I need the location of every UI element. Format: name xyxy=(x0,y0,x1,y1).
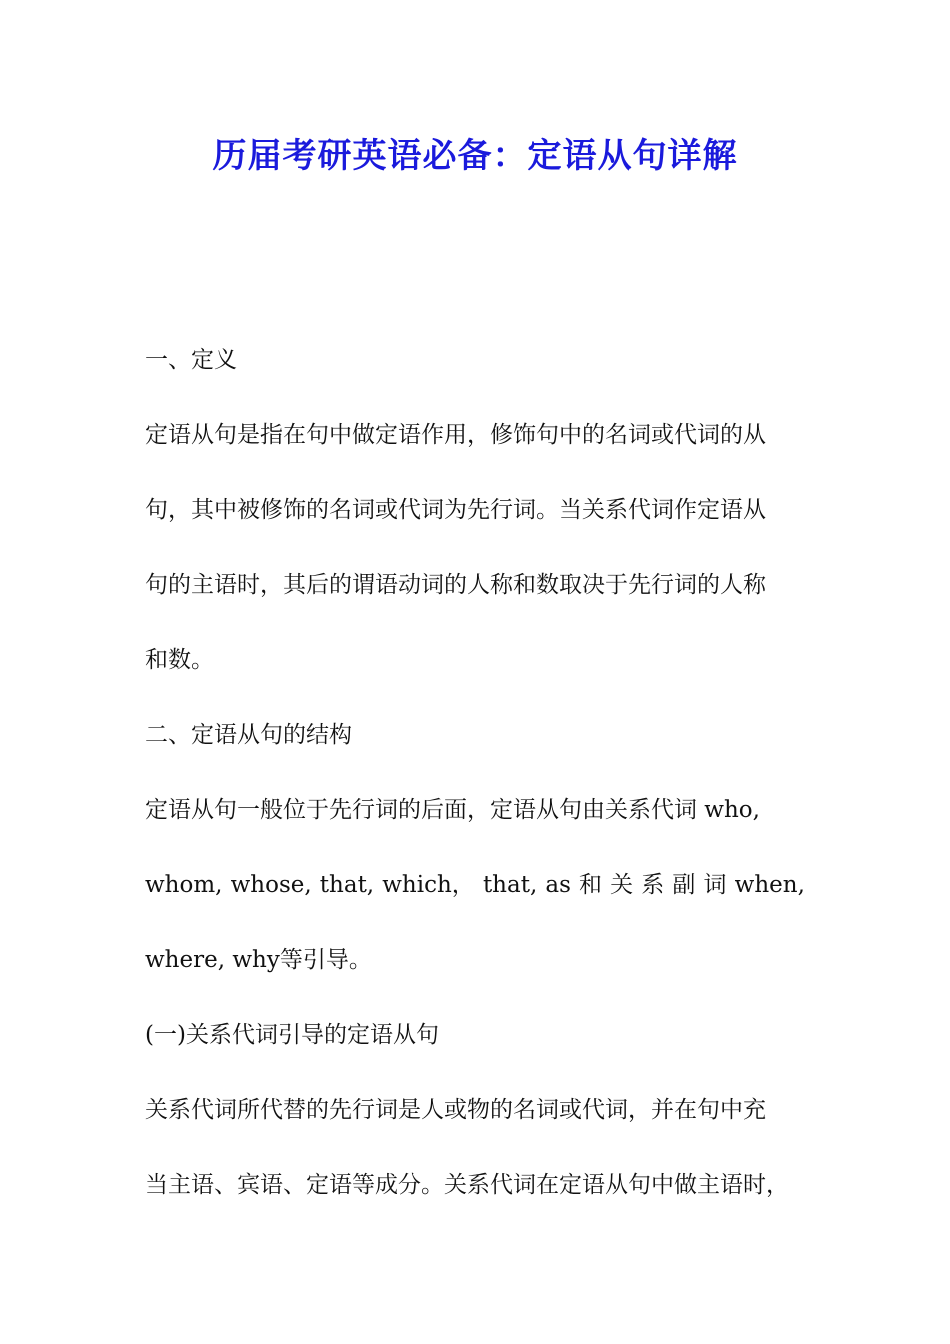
word: 和 xyxy=(579,872,603,898)
word: whom, xyxy=(145,872,223,898)
paragraph-line: 定语从句一般位于先行词的后面，定语从句由关系代词 who, xyxy=(145,797,760,823)
word: 词 xyxy=(703,872,727,898)
paragraph-line: 定语从句是指在句中做定语作用，修饰句中的名词或代词的从 xyxy=(145,422,766,448)
word: as xyxy=(545,872,571,898)
word: 关 xyxy=(610,872,634,898)
document-body xyxy=(145,340,805,1240)
document-title: 历届考研英语必备：定语从句详解 xyxy=(212,136,738,176)
paragraph-line: 当主语、宾语、定语等成分。关系代词在定语从句中做主语时， xyxy=(145,1172,789,1198)
paragraph-line: 和数。 xyxy=(145,647,214,673)
word: whose, xyxy=(230,872,312,898)
word: that, xyxy=(319,872,375,898)
word: when, xyxy=(734,872,805,898)
paragraph-line: 句的主语时，其后的谓语动词的人称和数取决于先行词的人称 xyxy=(145,572,766,598)
word: 副 xyxy=(672,872,696,898)
heading-definition: 一、定义 xyxy=(145,347,237,373)
paragraph-line: 关系代词所代替的先行词是人或物的名词或代词，并在句中充 xyxy=(145,1097,766,1123)
heading-structure: 二、定语从句的结构 xyxy=(145,722,352,748)
word: that, xyxy=(482,872,538,898)
paragraph-line: where, why等引导。 xyxy=(145,947,372,973)
paragraph-line-justified xyxy=(145,865,805,940)
subheading-relative-pronouns: (一)关系代词引导的定语从句 xyxy=(145,1022,439,1048)
word: 系 xyxy=(641,872,665,898)
word: which， xyxy=(382,872,475,898)
paragraph-line: 句，其中被修饰的名词或代词为先行词。当关系代词作定语从 xyxy=(145,497,766,523)
